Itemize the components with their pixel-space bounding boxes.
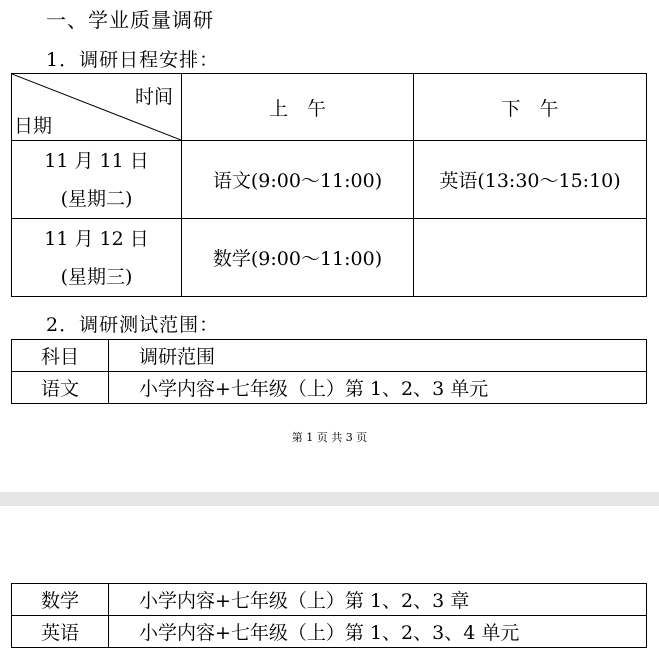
schedule-header-row <box>12 74 647 141</box>
page-footer: 第 1 页 共 3 页 <box>291 431 368 444</box>
scope-heading: 2．调研测试范围： <box>46 314 220 336</box>
date-text: 11 月 11 日 <box>44 149 149 172</box>
schedule-row <box>12 219 647 297</box>
scope-row <box>12 616 647 648</box>
scope-table <box>11 339 647 404</box>
range-cell: 小学内容+七年级（上）第 1、2、3 章 <box>109 584 647 616</box>
date-text: 11 月 12 日 <box>44 227 149 250</box>
scope-row <box>12 372 647 404</box>
document-page-2 <box>0 506 659 654</box>
schedule-table <box>11 73 647 297</box>
header-time-label: 时间 <box>134 86 173 108</box>
scope-table-continued <box>11 583 647 648</box>
section-title: 一、学业质量调研 <box>46 8 214 32</box>
diagonal-header-cell <box>12 74 182 141</box>
pm-cell <box>414 219 647 297</box>
date-cell <box>12 219 182 297</box>
scope-row <box>12 584 647 616</box>
page-gap <box>0 492 659 506</box>
am-cell: 语文(9:00～11:00) <box>182 141 414 219</box>
range-cell: 小学内容+七年级（上）第 1、2、3 单元 <box>109 372 647 404</box>
subject-cell: 语文 <box>12 372 109 404</box>
schedule-heading: 1．调研日程安排： <box>46 49 220 71</box>
range-cell: 小学内容+七年级（上）第 1、2、3、4 单元 <box>109 616 647 648</box>
subject-header: 科目 <box>12 340 109 372</box>
pm-cell: 英语(13:30～15:10) <box>414 141 647 219</box>
weekday-text: (星期二) <box>60 187 133 210</box>
header-am: 上 午 <box>182 74 414 141</box>
weekday-text: (星期三) <box>60 265 133 288</box>
scope-header-row <box>12 340 647 372</box>
range-header: 调研范围 <box>109 340 647 372</box>
date-cell <box>12 141 182 219</box>
schedule-row <box>12 141 647 219</box>
subject-cell: 数学 <box>12 584 109 616</box>
am-cell: 数学(9:00～11:00) <box>182 219 414 297</box>
subject-cell: 英语 <box>12 616 109 648</box>
header-pm: 下 午 <box>414 74 647 141</box>
header-date-label: 日期 <box>14 115 53 137</box>
